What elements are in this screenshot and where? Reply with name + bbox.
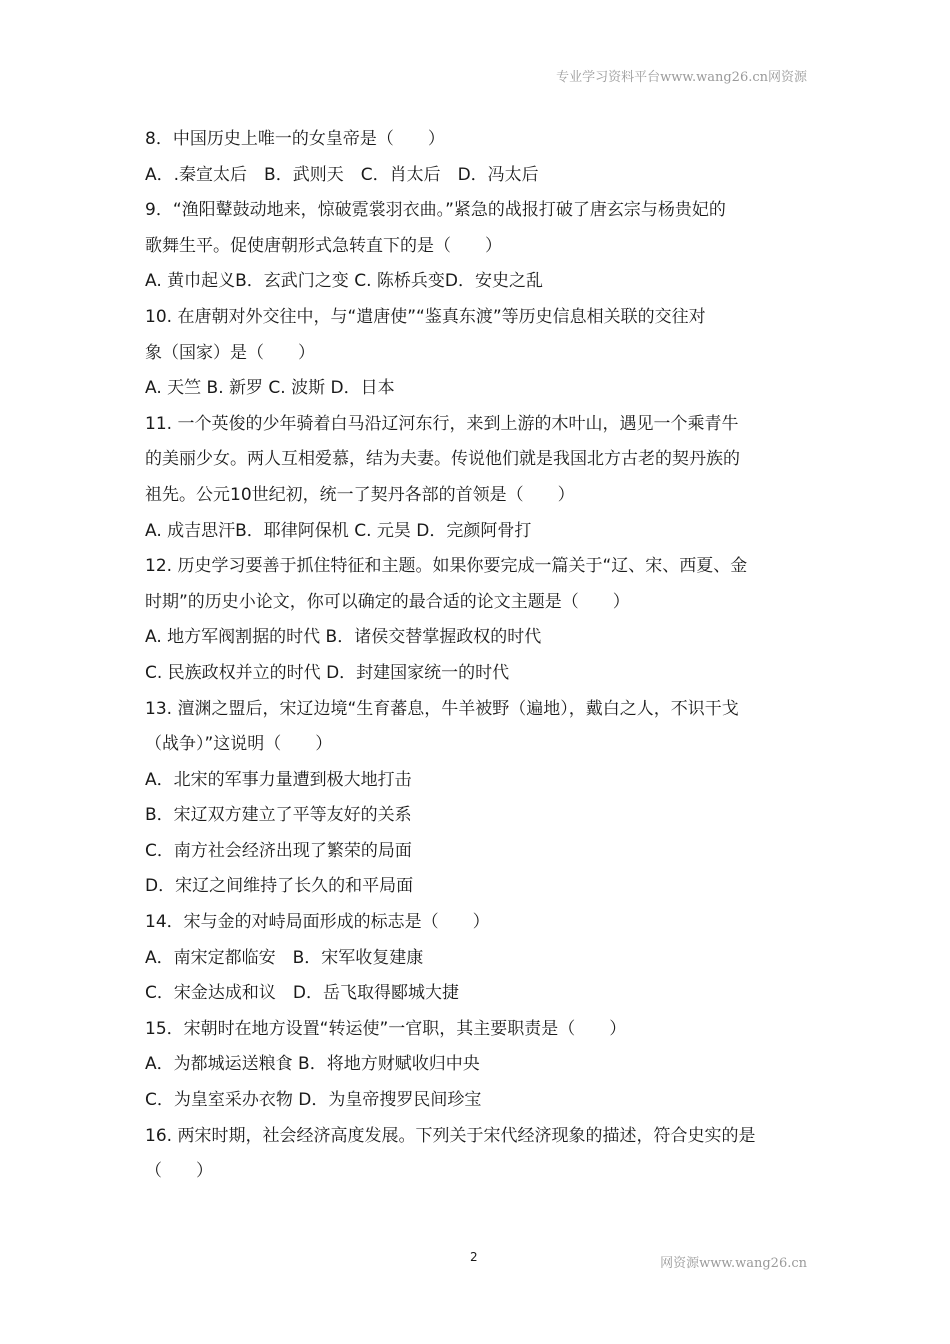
question-10-stem-line-2: 象（国家）是（ ） bbox=[145, 342, 315, 363]
question-13-option-b: B．宋辽双方建立了平等友好的关系 bbox=[145, 805, 412, 826]
question-16-stem-line-1: 16. 两宋时期，社会经济高度发展。下列关于宋代经济现象的描述，符合史实的是 bbox=[145, 1125, 756, 1146]
question-12-options-ab: A. 地方军阀割据的时代 B．诸侯交替掌握政权的时代 bbox=[145, 627, 542, 648]
question-15-options-ab: A．为都城运送粮食 B．将地方财赋收归中央 bbox=[145, 1054, 480, 1075]
question-13-option-c: C．南方社会经济出现了繁荣的局面 bbox=[145, 840, 412, 861]
question-9-stem-line-1: 9．“渔阳鼙鼓动地来，惊破霓裳羽衣曲。”紧急的战报打破了唐玄宗与杨贵妃的 bbox=[145, 200, 726, 221]
question-15-options-cd: C．为皇室采办衣物 D．为皇帝搜罗民间珍宝 bbox=[145, 1090, 482, 1111]
question-11-options: A. 成吉思汗B．耶律阿保机 C. 元昊 D．完颜阿骨打 bbox=[145, 520, 532, 541]
question-9-stem-line-2: 歌舞生平。促使唐朝形式急转直下的是（ ） bbox=[145, 235, 502, 256]
question-11-stem-line-2: 的美丽少女。两人互相爱慕，结为夫妻。传说他们就是我国北方古老的契丹族的 bbox=[145, 449, 740, 470]
question-12-stem-line-1: 12. 历史学习要善于抓住特征和主题。如果你要完成一篇关于“辽、宋、西夏、金 bbox=[145, 556, 748, 577]
question-8-stem: 8．中国历史上唯一的女皇帝是（ ） bbox=[145, 129, 445, 149]
question-13-option-d: D．宋辽之间维持了长久的和平局面 bbox=[145, 876, 414, 897]
question-12-options-cd: C. 民族政权并立的时代 D．封建国家统一的时代 bbox=[145, 662, 510, 683]
question-14-options-cd: C．宋金达成和议 D．岳飞取得郾城大捷 bbox=[145, 983, 459, 1004]
question-14-options-ab: A．南宋定都临安 B．宋军收复建康 bbox=[145, 947, 424, 968]
document-body bbox=[145, 122, 815, 1190]
question-13-stem-line-2: （战争）”这说明（ ） bbox=[145, 734, 333, 755]
question-9-options: A. 黄巾起义B．玄武门之变 C. 陈桥兵变D．安史之乱 bbox=[145, 271, 543, 292]
question-13-stem-line-1: 13. 澶渊之盟后，宋辽边境“生育蕃息，牛羊被野（遍地），戴白之人，不识干戈 bbox=[145, 698, 739, 719]
question-13-option-a: A．北宋的军事力量遭到极大地打击 bbox=[145, 769, 412, 790]
question-16-stem-line-2: （ ） bbox=[145, 1161, 213, 1182]
question-8-options: A．.秦宣太后 B．武则天 C．肖太后 D．冯太后 bbox=[145, 164, 539, 185]
page-number: 2 bbox=[470, 1250, 478, 1264]
question-11-stem-line-3: 祖先。公元10世纪初，统一了契丹各部的首领是（ ） bbox=[145, 484, 575, 505]
question-11-stem-line-1: 11. 一个英俊的少年骑着白马沿辽河东行，来到上游的木叶山，遇见一个乘青牛 bbox=[145, 413, 739, 434]
question-15-stem: 15．宋朝时在地方设置“转运使”一官职，其主要职责是（ ） bbox=[145, 1018, 627, 1039]
header-watermark: 专业学习资料平台www.wang26.cn网资源 bbox=[556, 70, 807, 85]
question-14-stem: 14．宋与金的对峙局面形成的标志是（ ） bbox=[145, 912, 490, 933]
question-10-stem-line-1: 10. 在唐朝对外交往中，与“遣唐使”“鉴真东渡”等历史信息相关联的交往对 bbox=[145, 306, 706, 327]
question-12-stem-line-2: 时期”的历史小论文，你可以确定的最合适的论文主题是（ ） bbox=[145, 591, 630, 612]
footer-watermark: 网资源www.wang26.cn bbox=[660, 1256, 807, 1271]
question-10-options: A. 天竺 B. 新罗 C. 波斯 D．日本 bbox=[145, 378, 395, 399]
